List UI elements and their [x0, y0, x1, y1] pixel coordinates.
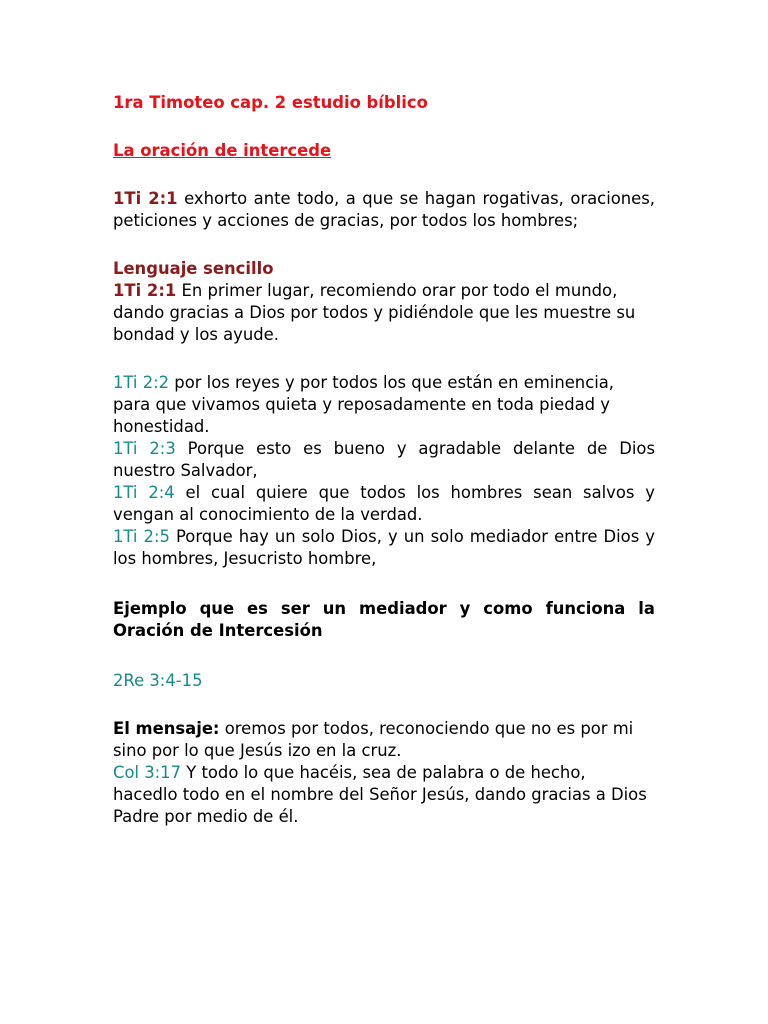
- verse-paragraph-5: [113, 526, 655, 570]
- message-paragraph: [113, 718, 655, 762]
- example-reference: 2Re 3:4-15: [113, 671, 203, 690]
- verse-paragraph-4: [113, 482, 655, 526]
- document-page: [113, 92, 655, 828]
- verse-ref: Col 3:17: [113, 763, 182, 782]
- verse-ref: 1Ti 2:3: [113, 439, 176, 458]
- verse-text: Porque esto es bueno y agradable delante de Dios nuestro Salvador,: [113, 439, 655, 480]
- message-label: El mensaje:: [113, 719, 220, 738]
- verse-text: exhorto ante todo, a que se hagan rogativas, oraciones, peticiones y acciones de gracias, por todos los hombres;: [113, 189, 655, 230]
- verse-text: Y todo lo que hacéis, sea de palabra o de hecho, hacedlo todo en el nombre del Señor Jesús, dando gracias a Dios Padre por medio de él.: [113, 763, 647, 826]
- verse-ref: 1Ti 2:1: [113, 189, 178, 208]
- simple-language-heading: Lenguaje sencillo: [113, 259, 274, 278]
- page-title: 1ra Timoteo cap. 2 estudio bíblico: [113, 93, 428, 112]
- example-heading: Ejemplo que es ser un mediador y como funciona la Oración de Intercesión: [113, 599, 655, 640]
- verse-ref: 1Ti 2:2: [113, 373, 170, 392]
- verse-text: En primer lugar, recomiendo orar por todo el mundo, dando gracias a Dios por todos y pidiéndole que les muestre su bondad y los ayude.: [113, 281, 636, 344]
- section-subtitle: La oración de intercede: [113, 141, 332, 160]
- message-text: oremos por todos, reconociendo que no es por mi sino por lo que Jesús izo en la cruz.: [113, 719, 634, 760]
- verse-text: el cual quiere que todos los hombres sean salvos y vengan al conocimiento de la verdad.: [113, 483, 655, 524]
- verse-ref: 1Ti 2:5: [113, 527, 170, 546]
- closing-verse-paragraph: [113, 762, 655, 828]
- verse-text: por los reyes y por todos los que están en eminencia, para que vivamos quieta y reposadamente en toda piedad y honestidad.: [113, 373, 615, 436]
- simple-language-paragraph: [113, 280, 655, 346]
- verse-ref: 1Ti 2:4: [113, 483, 175, 502]
- verse-paragraph-2: [113, 372, 655, 438]
- verse-paragraph-1: [113, 188, 655, 232]
- verse-paragraph-3: [113, 438, 655, 482]
- verse-text: Porque hay un solo Dios, y un solo mediador entre Dios y los hombres, Jesucristo hombre,: [113, 527, 655, 568]
- verse-ref: 1Ti 2:1: [113, 281, 177, 300]
